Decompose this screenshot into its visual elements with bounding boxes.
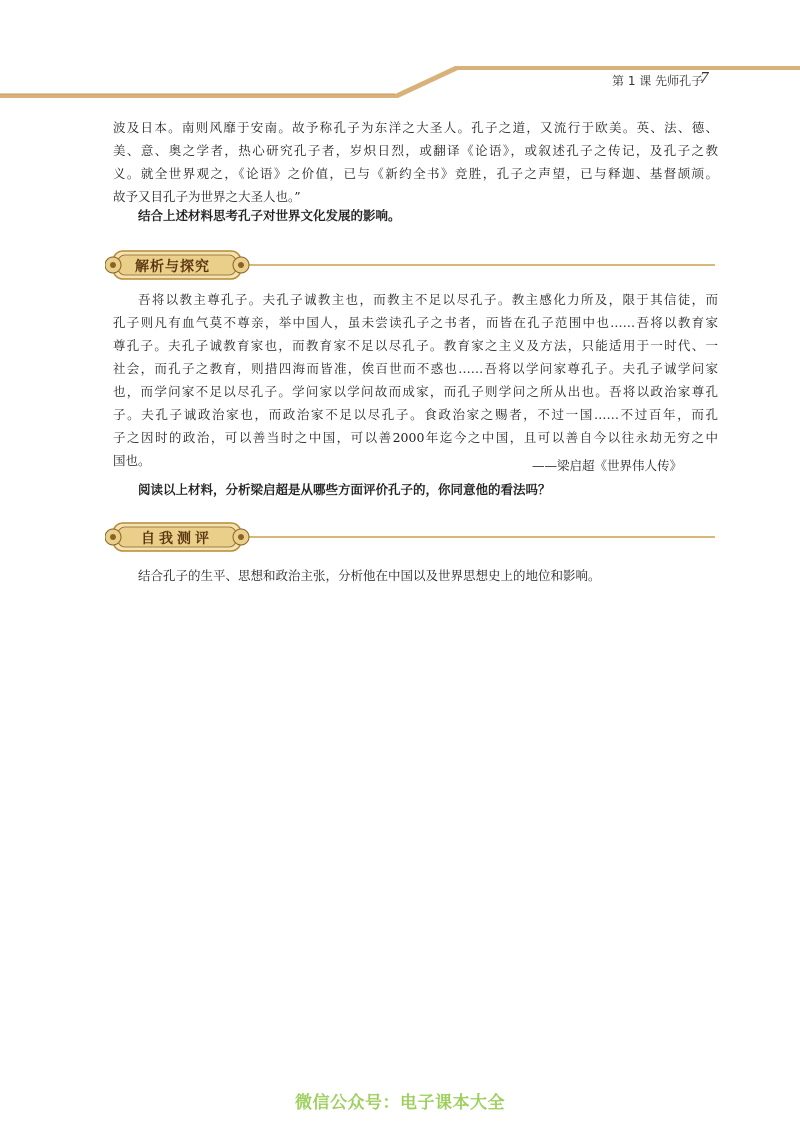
section-title: 解析与探究 <box>135 259 210 275</box>
section-banner-analysis <box>105 248 720 286</box>
question-1: 结合上述材料思考孔子对世界文化发展的影响。 <box>138 208 401 223</box>
text-line: 故予又目孔子为世界之大圣人也。” <box>113 189 301 204</box>
text-line: 结合孔子的生平、思想和政治主张，分析他在中国以及世界思想史上的地位和影响。 <box>138 568 601 583</box>
question-2: 阅读以上材料，分析梁启超是从哪些方面评价孔子的，你同意他的看法吗？ <box>138 482 551 497</box>
section-banner-self-test <box>105 520 720 558</box>
text-line: 社会，而孔子之教育，则措四海而皆准，俟百世而不惑也……吾将以学问家尊孔子。夫孔子诚学问家 <box>113 361 718 376</box>
text-line: 孔子则凡有血气莫不尊亲，举中国人，虽未尝读孔子之书者，而皆在孔子范围中也……吾将以教育家 <box>113 315 718 330</box>
text-line: 子。夫孔子诚政治家也，而政治家不足以尽孔子。食政治家之赐者，不过一国……不过百年，而孔 <box>113 407 718 422</box>
text-line: 也，而学问家不足以尽孔子。学问家以学问故而成家，而孔子则学问之所从出也。吾将以政治家尊孔 <box>113 384 718 399</box>
text-line: 波及日本。南则风靡于安南。故予称孔子为东洋之大圣人。孔子之道，又流行于欧美。英、法、德、 <box>113 120 718 135</box>
text-line: 美、意、奥之学者，热心研究孔子者，岁炽日烈，或翻译《论语》，或叙述孔子之传记，及孔子之教 <box>113 143 718 158</box>
self-test-paragraph <box>113 564 718 587</box>
text-line: 义。就全世界观之，《论语》之价值，已与《新约全书》竞胜，孔子之声望，已与释迦、基督颉颃。 <box>113 166 718 181</box>
text-line: 吾将以教主尊孔子。夫孔子诚教主也，而教主不足以尽孔子。教主感化力所及，限于其信徒，而 <box>138 292 718 307</box>
page-number: 7 <box>700 68 709 87</box>
text-line: 尊孔子。夫孔子诚教育家也，而教育家不足以尽孔子。教育家之主义及方法，只能适用于一时代、一 <box>113 338 718 353</box>
section-title: 自我测评 <box>141 531 213 547</box>
attribution: ——梁启超《世界伟人传》 <box>532 458 683 473</box>
lesson-title: 第 1 课 先师孔子 <box>612 74 704 88</box>
analysis-paragraph <box>113 288 718 472</box>
intro-paragraph <box>113 116 718 208</box>
footer-watermark: 微信公众号：电子课本大全 <box>295 1093 505 1113</box>
text-line: 子之因时的政治，可以善当时之中国，可以善2000年迄今之中国，且可以善自今以往永劫无穷之中 <box>113 430 718 445</box>
text-line: 国也。 <box>113 453 151 468</box>
